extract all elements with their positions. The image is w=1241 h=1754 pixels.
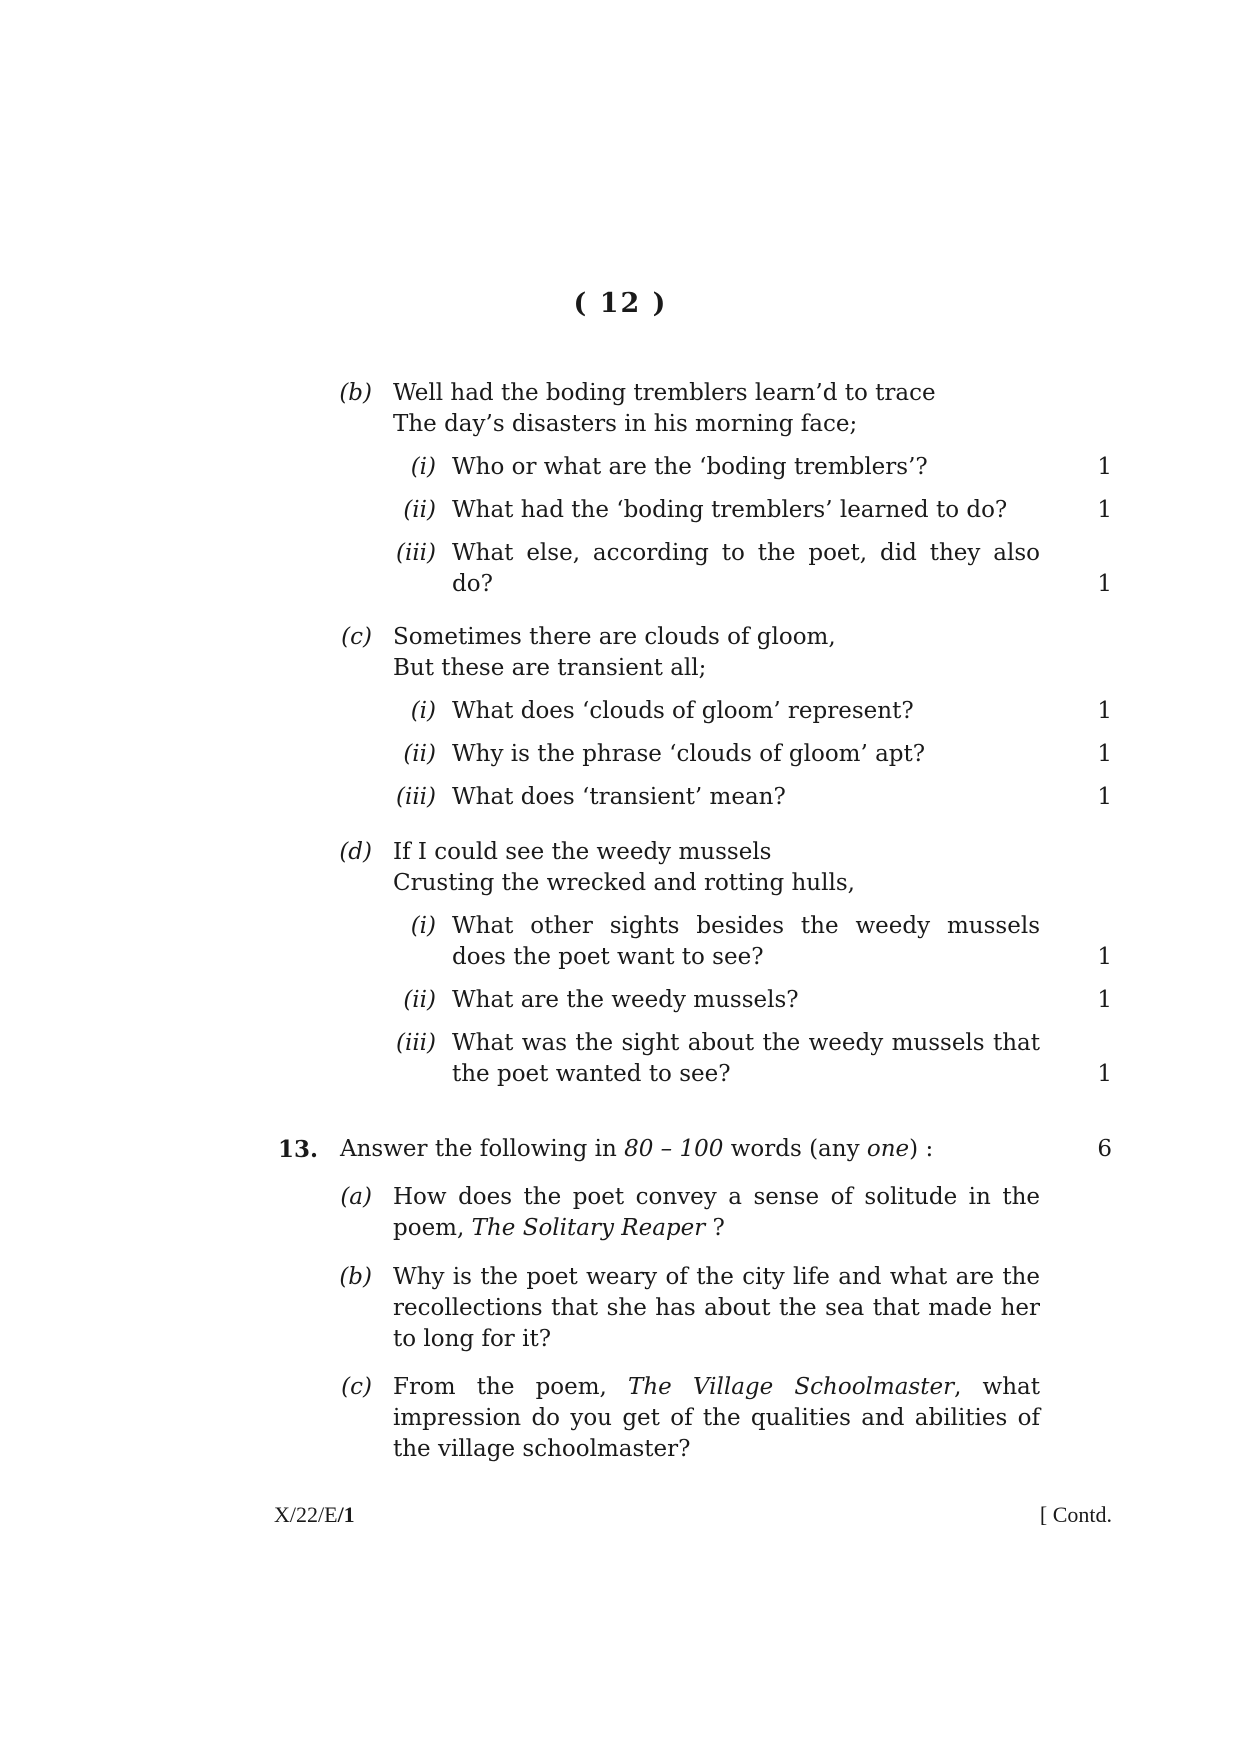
sub-question: What had the ‘boding tremblers’ learned to do?	[452, 497, 1008, 523]
poem-line: Crusting the wrecked and rotting hulls,	[393, 870, 855, 896]
emphasis-one: one	[866, 1136, 910, 1162]
sub-question: What are the weedy mussels?	[452, 987, 799, 1013]
paper-code	[274, 1500, 355, 1530]
marks: 1	[1097, 987, 1112, 1013]
part-label: (b)	[339, 380, 372, 406]
part-label: (a)	[340, 1184, 372, 1210]
sub-question: What else, according to the poet, did they also do?	[452, 540, 1040, 597]
question-number: 13.	[278, 1136, 319, 1163]
poem-line: If I could see the weedy mussels	[393, 839, 772, 865]
sub-label: (ii)	[403, 741, 436, 767]
part-label: (c)	[341, 624, 372, 650]
sub-label: (iii)	[395, 784, 436, 810]
poem-line: Well had the boding tremblers learn’d to trace	[393, 380, 936, 406]
paper-code-prefix: X/22/E	[274, 1502, 338, 1527]
sub-question: What was the sight about the weedy mussels that the poet wanted to see?	[452, 1030, 1040, 1087]
sub-question: Who or what are the ‘boding tremblers’?	[452, 454, 928, 480]
poem-title: The Village Schoolmaster	[628, 1374, 955, 1400]
sub-label: (ii)	[403, 987, 436, 1013]
sub-question: What does ‘transient’ mean?	[452, 784, 786, 810]
sub-question: Why is the phrase ‘clouds of gloom’ apt?	[452, 741, 926, 767]
question-text-part: words (any	[723, 1136, 867, 1162]
marks: 1	[1097, 741, 1112, 767]
part-label: (b)	[339, 1264, 372, 1290]
continued-label: [ Contd.	[1039, 1502, 1112, 1527]
sub-label: (ii)	[403, 497, 436, 523]
text-part: From the poem,	[393, 1374, 629, 1400]
marks: 6	[1097, 1136, 1112, 1162]
question-13b-text: Why is the poet weary of the city life and what are the recollections that she has about the sea that made her to long for it?	[393, 1264, 1040, 1352]
poem-line: The day’s disasters in his morning face;	[393, 411, 858, 437]
part-label: (c)	[341, 1374, 372, 1400]
sub-label: (i)	[410, 698, 436, 724]
paper-code-suffix: /1	[337, 1502, 355, 1527]
question-text-part: ) :	[909, 1136, 934, 1162]
marks: 1	[1097, 1061, 1112, 1087]
question-text	[340, 1134, 933, 1165]
sub-label: (i)	[410, 454, 436, 480]
sub-label: (iii)	[395, 1030, 436, 1056]
sub-question: What does ‘clouds of gloom’ represent?	[452, 698, 914, 724]
marks: 1	[1097, 571, 1112, 597]
sub-label: (iii)	[395, 540, 436, 566]
marks: 1	[1097, 784, 1112, 810]
marks: 1	[1097, 944, 1112, 970]
text-part: ?	[705, 1215, 725, 1241]
question-13a-text	[393, 1182, 1040, 1244]
text-part: How does the poet convey a sense of solitude in the poem,	[393, 1184, 1040, 1241]
poem-title: The Solitary Reaper	[471, 1215, 706, 1241]
question-text-part: Answer the following in	[340, 1136, 625, 1162]
word-range: 80 – 100	[624, 1136, 724, 1162]
text-part: , what impression do you get of the qualities and abilities of the village schoolmaster?	[393, 1374, 1041, 1462]
sub-question: What other sights besides the weedy mussels does the poet want to see?	[452, 913, 1040, 970]
part-label: (d)	[339, 839, 372, 865]
poem-line: But these are transient all;	[393, 655, 707, 681]
sub-label: (i)	[410, 913, 436, 939]
marks: 1	[1097, 497, 1112, 523]
marks: 1	[1097, 454, 1112, 480]
marks: 1	[1097, 698, 1112, 724]
question-13c-text	[393, 1372, 1040, 1465]
page-number: ( 12 )	[573, 288, 668, 319]
poem-line: Sometimes there are clouds of gloom,	[393, 624, 836, 650]
